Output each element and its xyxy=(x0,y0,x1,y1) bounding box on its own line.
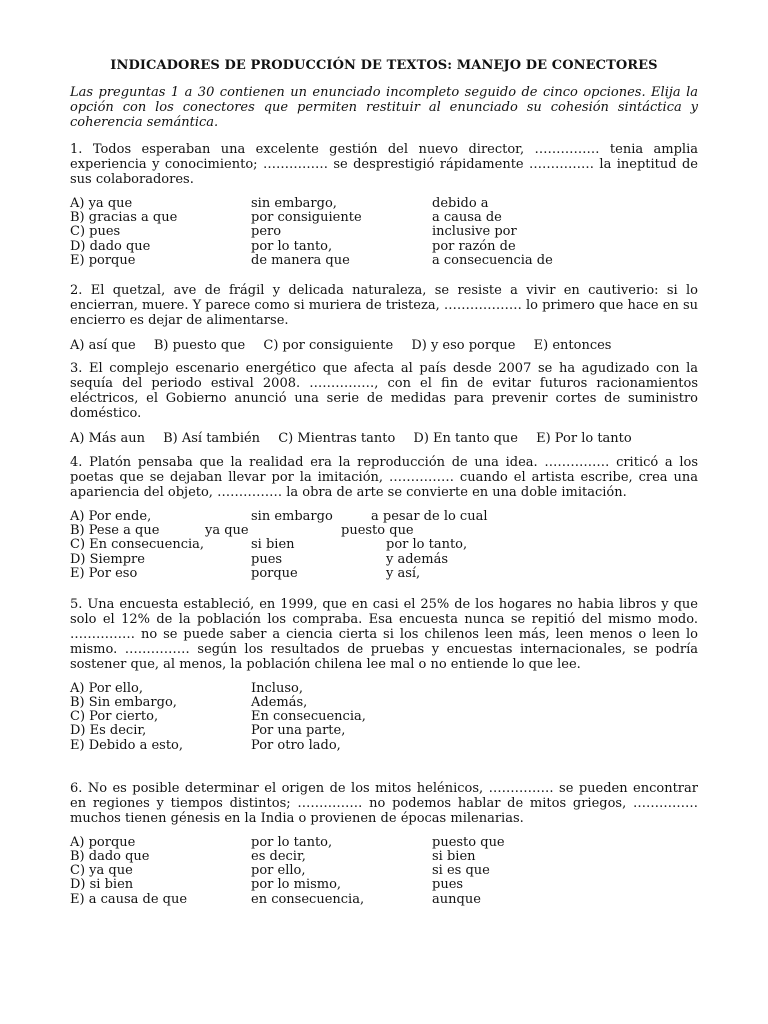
option-col-1: C) En consecuencia, xyxy=(70,537,205,553)
option-d: D) y eso porque xyxy=(411,337,516,353)
option-col-2: por ello, xyxy=(251,863,306,879)
option-col-1: D) Es decir, xyxy=(70,723,147,739)
option-b: B) puesto que xyxy=(153,337,246,353)
question-5 xyxy=(70,597,698,753)
answer-options xyxy=(70,510,698,581)
option-col-2: porque xyxy=(251,565,298,581)
answer-options xyxy=(70,431,698,446)
option-col-2: en consecuencia, xyxy=(251,891,365,907)
option-col-3: a consecuencia de xyxy=(432,252,553,268)
option-col-1: D) dado que xyxy=(70,238,151,254)
answer-options xyxy=(70,338,698,353)
option-col-2: por consiguiente xyxy=(251,210,362,226)
option-col-1: E) a causa de que xyxy=(70,891,188,907)
option-col-2: pues xyxy=(251,551,283,567)
option-c: C) Mientras tanto xyxy=(278,430,396,446)
option-b: B) Así también xyxy=(163,430,261,446)
option-col-1: E) Debido a esto, xyxy=(70,737,184,753)
option-col-1: A) Por ende, xyxy=(70,508,152,524)
option-col-1: A) ya que xyxy=(70,196,133,211)
option-row xyxy=(70,682,698,696)
option-e: E) Por lo tanto xyxy=(536,430,632,446)
answer-options xyxy=(70,836,698,907)
option-col-3: aunque xyxy=(432,891,481,907)
option-col-1: A) porque xyxy=(70,834,136,850)
answer-options xyxy=(70,682,698,753)
question-2 xyxy=(70,283,698,353)
option-col-2: de manera que xyxy=(251,252,350,268)
option-col-1: B) Sin embargo, xyxy=(70,695,177,711)
option-row xyxy=(70,254,698,268)
option-col-2: por lo tanto, xyxy=(251,238,333,254)
option-row xyxy=(70,850,698,864)
option-row xyxy=(70,878,698,892)
option-col-3: debido a xyxy=(432,196,489,211)
option-col-2: sin embargo, xyxy=(251,196,337,211)
option-col-1: D) Siempre xyxy=(70,551,145,567)
option-e: E) entonces xyxy=(533,337,612,353)
document-page xyxy=(70,58,698,907)
question-text: 2. El quetzal, ave de frágil y delicada naturaleza, se resiste a vivir en cautiverio: si lo encierran, muere. Y parece como si muriera de tristeza, ……………… lo primero que hace en su encierro es dejar de alimentarse. xyxy=(70,282,698,328)
option-row xyxy=(70,864,698,878)
option-col-2: es decir, xyxy=(251,849,306,864)
option-row xyxy=(70,240,698,254)
option-col-1: A) Por ello, xyxy=(70,680,143,696)
option-col-1: E) Por eso xyxy=(70,565,138,581)
option-col-1: B) dado que xyxy=(70,849,150,864)
option-col-2: por lo tanto, xyxy=(251,834,333,850)
option-col-2: sin embargo xyxy=(251,508,333,524)
option-row xyxy=(70,739,698,753)
question-text: 1. Todos esperaban una excelente gestión del nuevo director, …………… tenia amplia experiencia y conocimiento; …………… se desprestigió rápidamente …………… la ineptitud de sus colaboradores. xyxy=(70,142,698,187)
option-col-2: Incluso, xyxy=(251,680,303,696)
question-text: 6. No es posible determinar el origen de los mitos helénicos, …………… se pueden encontrar en regiones y tiempos distintos; …………… no podemos hablar de mitos griegos, …………… muchos tienen génesis en la India o provienen de épocas milenarias. xyxy=(70,780,698,826)
option-col-2: Por otro lado, xyxy=(251,737,341,753)
option-row xyxy=(70,197,698,211)
option-col-2: por lo mismo, xyxy=(251,877,342,893)
option-row xyxy=(70,567,698,581)
option-col-1: B) gracias a que xyxy=(70,210,178,226)
option-d: D) En tanto que xyxy=(413,430,518,446)
question-4 xyxy=(70,455,698,581)
option-row xyxy=(70,696,698,710)
option-col-1: C) pues xyxy=(70,224,121,240)
option-col-2: Por una parte, xyxy=(251,723,346,739)
option-row xyxy=(70,724,698,738)
option-col-2: ya que xyxy=(205,523,249,539)
question-3 xyxy=(70,361,698,446)
question-text: 3. El complejo escenario energético que afecta al país desde 2007 se ha agudizado con la sequía del periodo estival 2008. ……………, con el fin de evitar futuros racionamientos eléctricos, el Gobierno anunció una serie de medidas para prevenir cortes de suministro doméstico. xyxy=(70,360,698,421)
option-col-1: C) Por cierto, xyxy=(70,709,159,725)
option-row xyxy=(70,893,698,907)
option-col-3: por razón de xyxy=(432,238,516,254)
option-col-3: a causa de xyxy=(432,210,502,226)
option-row xyxy=(70,553,698,567)
option-col-1: E) porque xyxy=(70,252,136,268)
option-col-2: pero xyxy=(251,224,282,240)
option-col-3: puesto que xyxy=(432,834,505,850)
option-col-2: si bien xyxy=(251,537,295,553)
option-col-1: B) Pese a que xyxy=(70,523,160,539)
option-col-3: si es que xyxy=(432,863,490,879)
option-col-3: por lo tanto, xyxy=(386,537,468,553)
option-col-1: C) ya que xyxy=(70,863,133,879)
question-6 xyxy=(70,781,698,907)
option-row xyxy=(70,538,698,552)
option-c: C) por consiguiente xyxy=(263,337,394,353)
option-row xyxy=(70,510,698,524)
option-row xyxy=(70,225,698,239)
question-text: 4. Platón pensaba que la realidad era la reproducción de una idea. …………… criticó a los poetas que se dejaban llevar por la imitación, …………… cuando el artista escribe, crea una apariencia del objeto, …………… la obra de arte se convierte en una doble imitación. xyxy=(70,454,698,500)
option-col-3: si bien xyxy=(432,849,476,864)
option-row xyxy=(70,710,698,724)
option-col-2: En consecuencia, xyxy=(251,709,366,725)
option-row xyxy=(70,524,698,538)
option-col-3: y así, xyxy=(386,565,421,581)
question-1 xyxy=(70,142,698,268)
option-col-3: puesto que xyxy=(341,523,414,539)
option-col-1: D) si bien xyxy=(70,877,134,893)
option-col-3: inclusive por xyxy=(432,224,517,240)
document-title: INDICADORES DE PRODUCCIÓN DE TEXTOS: MANEJO DE CONECTORES xyxy=(110,58,658,73)
option-col-3: y además xyxy=(386,551,448,567)
option-a: A) Más aun xyxy=(70,430,145,446)
instructions: Las preguntas 1 a 30 contienen un enunciado incompleto seguido de cinco opciones. Elija la opción con los conectores que permiten restituir al enunciado su cohesión sintáctica y coherencia semántica. xyxy=(70,85,698,130)
question-text: 5. Una encuesta estableció, en 1999, que en casi el 25% de los hogares no habia libros y que solo el 12% de la población los compraba. Esa encuesta nunca se repitió del mismo modo. …………… no se puede saber a ciencia cierta si los chilenos leen más, leen menos o leen lo mismo. …………… según los resultados de pruebas y encuestas internacionales, se podría sostener que, al menos, la población chilena lee mal o no entiende lo que lee. xyxy=(70,596,698,672)
option-col-2: Además, xyxy=(251,695,308,711)
option-a: A) así que xyxy=(70,337,136,353)
option-col-3: pues xyxy=(432,877,464,893)
option-col-3: a pesar de lo cual xyxy=(371,508,488,524)
option-row xyxy=(70,211,698,225)
option-row xyxy=(70,836,698,850)
answer-options xyxy=(70,197,698,268)
